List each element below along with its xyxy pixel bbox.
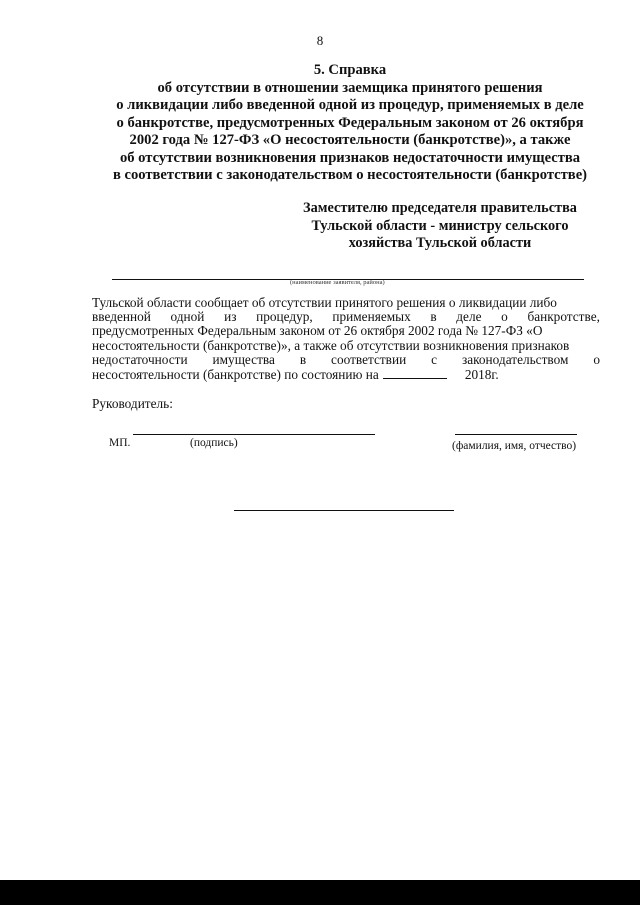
as-of-text: несостоятельности (банкротстве) по состоянию на xyxy=(92,367,379,383)
title-line: об отсутствии в отношении заемщика принятого решения xyxy=(157,79,543,96)
body-word: о xyxy=(593,351,600,367)
title-line: 2002 года № 127-ФЗ «О несостоятельности (банкротстве)», а также xyxy=(129,132,571,148)
title-line: в соответствии с законодательством о несостоятельности (банкротстве) xyxy=(112,167,588,183)
applicant-caption: (наименование заявителя, района) xyxy=(290,279,385,286)
body-word: недостаточности xyxy=(92,351,188,367)
addressee-line: Тульской области - министру сельского xyxy=(311,217,569,234)
body-word: в xyxy=(299,351,307,367)
addressee-block xyxy=(280,200,600,253)
body-word: одной xyxy=(170,309,205,325)
body-word: имущества xyxy=(212,351,275,367)
body-word: введенной xyxy=(92,309,151,325)
body-word: с xyxy=(431,351,438,367)
addressee-line: Заместителю председателя правительства xyxy=(303,200,577,216)
title-line: об отсутствии возникновения признаков недостаточности имущества xyxy=(119,149,581,166)
body-line: предусмотренных Федеральным законом от 26 октября 2002 года № 127-ФЗ «О xyxy=(92,323,543,339)
body-word: процедур, xyxy=(256,309,313,325)
addressee-line: хозяйства Тульской области xyxy=(348,235,532,251)
body-line-justified xyxy=(92,310,600,324)
scan-edge-bar xyxy=(0,880,640,905)
closing-divider xyxy=(234,510,454,511)
full-name-line[interactable] xyxy=(455,434,577,435)
body-line-justified xyxy=(92,353,600,367)
body-word: банкротстве, xyxy=(527,309,600,325)
head-label: Руководитель: xyxy=(92,396,173,411)
signature-caption: (подпись) xyxy=(190,437,238,449)
body-line: несостоятельности (банкротстве)», а также об отсутствии возникновения признаков xyxy=(92,337,570,353)
date-blank-field[interactable] xyxy=(383,367,447,379)
year-text: 2018г. xyxy=(464,367,499,383)
body-paragraph xyxy=(92,296,600,382)
title-line: о банкротстве, предусмотренных Федеральным законом от 26 октября xyxy=(116,114,584,131)
body-word: из xyxy=(224,309,237,325)
body-word: применяемых xyxy=(332,309,411,325)
body-line-date xyxy=(92,367,600,382)
body-word: о xyxy=(501,309,508,325)
body-line: Тульской области сообщает об отсутствии принятого решения о ликвидации либо xyxy=(92,295,557,310)
title-line: 5. Справка xyxy=(313,62,387,78)
body-word: деле xyxy=(456,309,482,325)
document-title xyxy=(70,62,630,185)
body-word: соответствии xyxy=(331,351,407,367)
body-word: в xyxy=(430,309,437,325)
full-name-caption: (фамилия, имя, отчество) xyxy=(452,440,577,452)
body-word: законодательством xyxy=(461,351,569,367)
signature-line[interactable] xyxy=(133,434,375,435)
stamp-place-label: МП. xyxy=(109,437,131,449)
title-line: о ликвидации либо введенной одной из процедур, применяемых в деле xyxy=(116,97,584,113)
page-number: 8 xyxy=(316,33,324,48)
